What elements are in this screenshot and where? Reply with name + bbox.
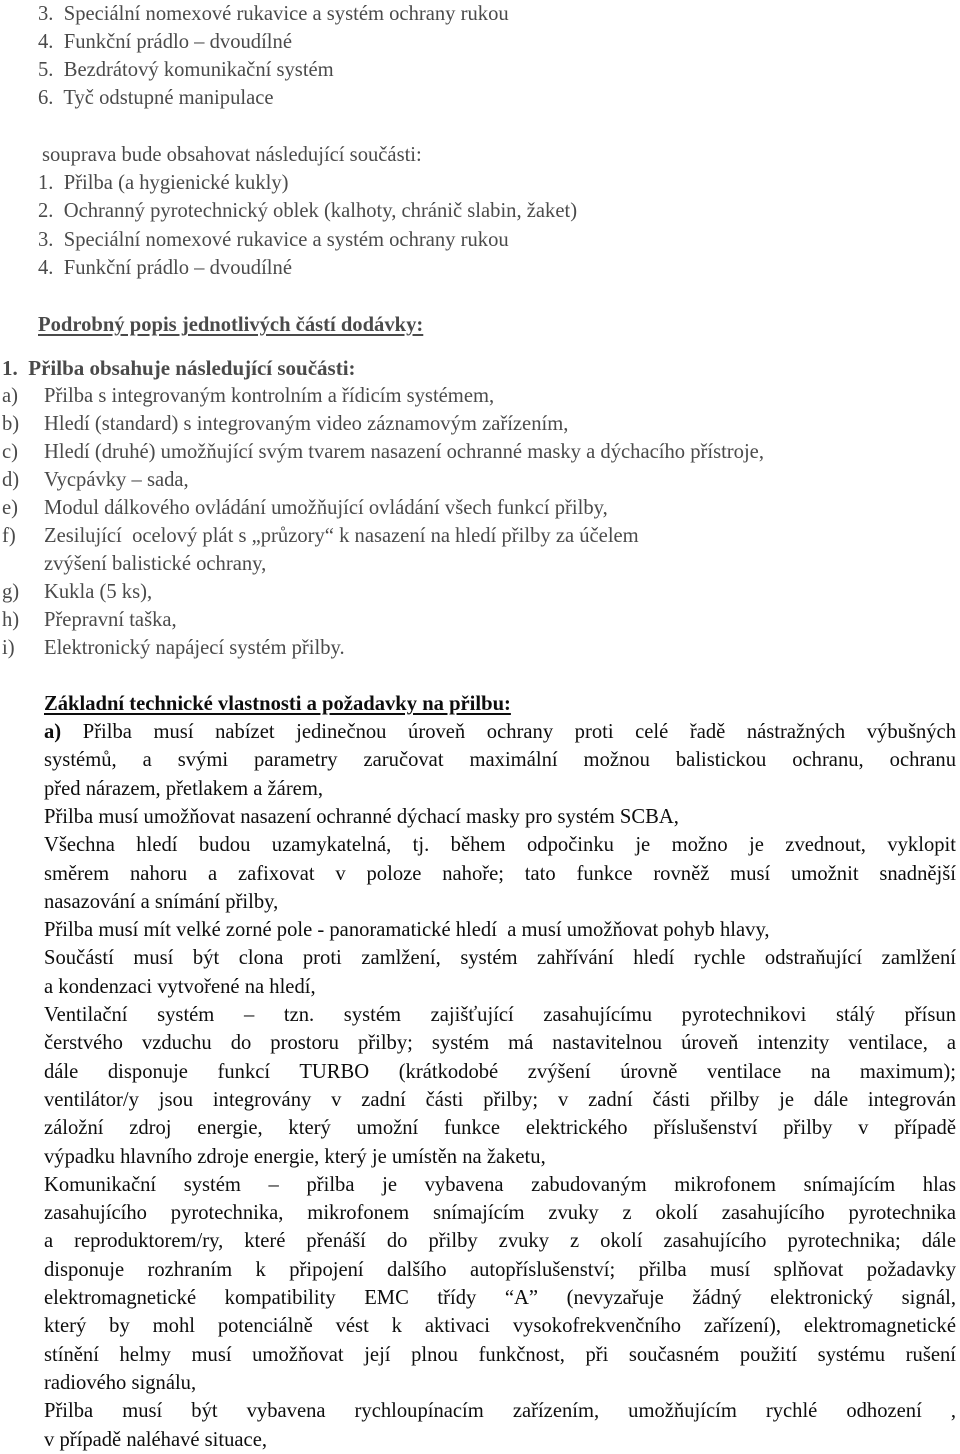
part-label: a) — [2, 385, 18, 407]
part-label: b) — [2, 413, 20, 435]
requirement-line: čerstvého vzduchu do prostoru přilby; systém má nastavitelnou úroveň intenzity ventilace, a — [44, 1032, 956, 1055]
requirement-line: nasazování a snímání přilby, — [44, 890, 279, 913]
requirement-line: radiového signálu, — [44, 1371, 197, 1394]
requirement-line: systémů, a svými parametry zaručovat maximální možnou balistickou ochranu, ochranu — [44, 749, 956, 772]
top-list-item: 3. Speciální nomexové rukavice a systém ochrany rukou — [38, 3, 509, 25]
suit-list-item: 4. Funkční prádlo – dvoudílné — [38, 257, 292, 279]
top-list-item: 5. Bezdrátový komunikační systém — [38, 59, 334, 81]
requirement-line: směrem nahoru a zafixovat v poloze nahoře; tato funkce rovněž musí umožnit snadnější — [44, 862, 956, 885]
part-text: Elektronický napájecí systém přilby. — [44, 637, 345, 659]
requirement-line: před nárazem, přetlakem a žárem, — [44, 777, 323, 800]
requirement-line-text: Přilba musí nabízet jedinečnou úroveň ochrany proti celé řadě nástražných výbušných — [82, 721, 956, 743]
details-heading: Podrobný popis jednotlivých částí dodávky: — [38, 314, 424, 336]
part-label: c) — [2, 441, 18, 463]
part-text: Zesilující ocelový plát s „průzory“ k nasazení na hledí přilby za účelem — [44, 525, 639, 547]
part-text: zvýšení balistické ochrany, — [44, 553, 267, 575]
requirements-heading: Základní technické vlastnosti a požadavky na přilbu: — [44, 693, 511, 715]
part-text: Přilba s integrovaným kontrolním a řídicím systémem, — [44, 385, 495, 407]
part-label: h) — [2, 609, 20, 631]
top-list-item: 4. Funkční prádlo – dvoudílné — [38, 31, 292, 53]
requirement-line: Komunikační systém – přilba je vybavena zabudovaným mikrofonem snímajícím hlas — [44, 1173, 956, 1196]
part-text: Vycpávky – sada, — [44, 469, 189, 491]
requirement-line: stínění helmy musí umožňovat její plnou funkčnost, při současném použití systému rušení — [44, 1343, 956, 1366]
requirement-line: Přilba musí umožňovat nasazení ochranné dýchací masky pro systém SCBA, — [44, 805, 679, 828]
requirement-line: Všechna hledí budou uzamykatelná, tj. během odpočinku je možno je zvednout, vyklopit — [44, 834, 956, 857]
part-text: Přepravní taška, — [44, 609, 177, 631]
requirement-line: zasahujícího pyrotechnika, mikrofonem snímajícím zvuky z okolí zasahujícího pyrotechnika — [44, 1202, 956, 1225]
requirement-line: dále disponuje funkcí TURBO (krátkodobé zvýšení úrovně ventilace na maximum); — [44, 1060, 956, 1083]
requirement-line: disponuje rozhraním k připojení dalšího autopříslušenství; přilba musí splňovat požadavky — [44, 1258, 956, 1281]
requirement-line: Součástí musí být clona proti zamlžení, systém zahřívání hledí rychle odstraňující zamlžení — [44, 947, 956, 970]
requirement-line: záložní zdroj energie, který umožní funkce elektrického příslušenství přilby v případě — [44, 1117, 956, 1140]
part-text: Kukla (5 ks), — [44, 581, 153, 603]
suit-list-item: 2. Ochranný pyrotechnický oblek (kalhoty, chránič slabin, žaket) — [38, 200, 578, 222]
top-list-item: 6. Tyč odstupné manipulace — [38, 87, 274, 109]
suit-list-item: 3. Speciální nomexové rukavice a systém ochrany rukou — [38, 229, 509, 251]
requirement-line: ventilátor/y jsou integrovány v zadní části přilby; v zadní části přilby je dále integrován — [44, 1088, 956, 1111]
part-label: e) — [2, 497, 18, 519]
requirement-line: v případě naléhavé situace, — [44, 1428, 267, 1451]
part-text: Modul dálkového ovládání umožňující ovládání všech funkcí přilby, — [44, 497, 608, 519]
suit-intro: souprava bude obsahovat následující součásti: — [42, 144, 422, 166]
part-label: i) — [2, 637, 15, 659]
part-text: Hledí (standard) s integrovaným video záznamovým zařízením, — [44, 413, 569, 435]
requirement-line — [44, 718, 956, 746]
requirement-line: výpadku hlavního zdroje energie, který je umístěn na žaketu, — [44, 1145, 546, 1168]
requirement-line: a kondenzaci vytvořené na hledí, — [44, 975, 316, 998]
requirement-line: Ventilační systém – tzn. systém zajišťující zasahujícímu pyrotechnikovi stálý přísun — [44, 1004, 956, 1026]
requirement-a-label: a) — [44, 721, 62, 743]
requirement-line: a reproduktorem/ry, které přenáší do přilby zvuky z okolí zasahujícího pyrotechnika; dále — [44, 1230, 956, 1253]
suit-list-item: 1. Přilba (a hygienické kukly) — [38, 172, 289, 194]
part-text: Hledí (druhé) umožňující svým tvarem nasazení ochranné masky a dýchacího přístroje, — [44, 441, 764, 463]
helmet-heading: 1. Přilba obsahuje následující součásti: — [2, 356, 356, 380]
requirement-line: Přilba musí mít velké zorné pole - panoramatické hledí a musí umožňovat pohyb hlavy, — [44, 919, 770, 942]
part-label: d) — [2, 469, 20, 491]
part-label: f) — [2, 525, 16, 547]
requirement-line: elektromagnetické kompatibility EMC třídy “A” (nevyzařuje žádný elektronický signál, — [44, 1287, 956, 1309]
requirement-line: který by mohl potenciálně vést k aktivaci vysokofrekvenčního zařízení), elektromagnetické — [44, 1315, 956, 1338]
requirement-line: Přilba musí být vybavena rychloupínacím zařízením, umožňujícím rychlé odhození , — [44, 1400, 956, 1423]
part-label: g) — [2, 581, 20, 603]
